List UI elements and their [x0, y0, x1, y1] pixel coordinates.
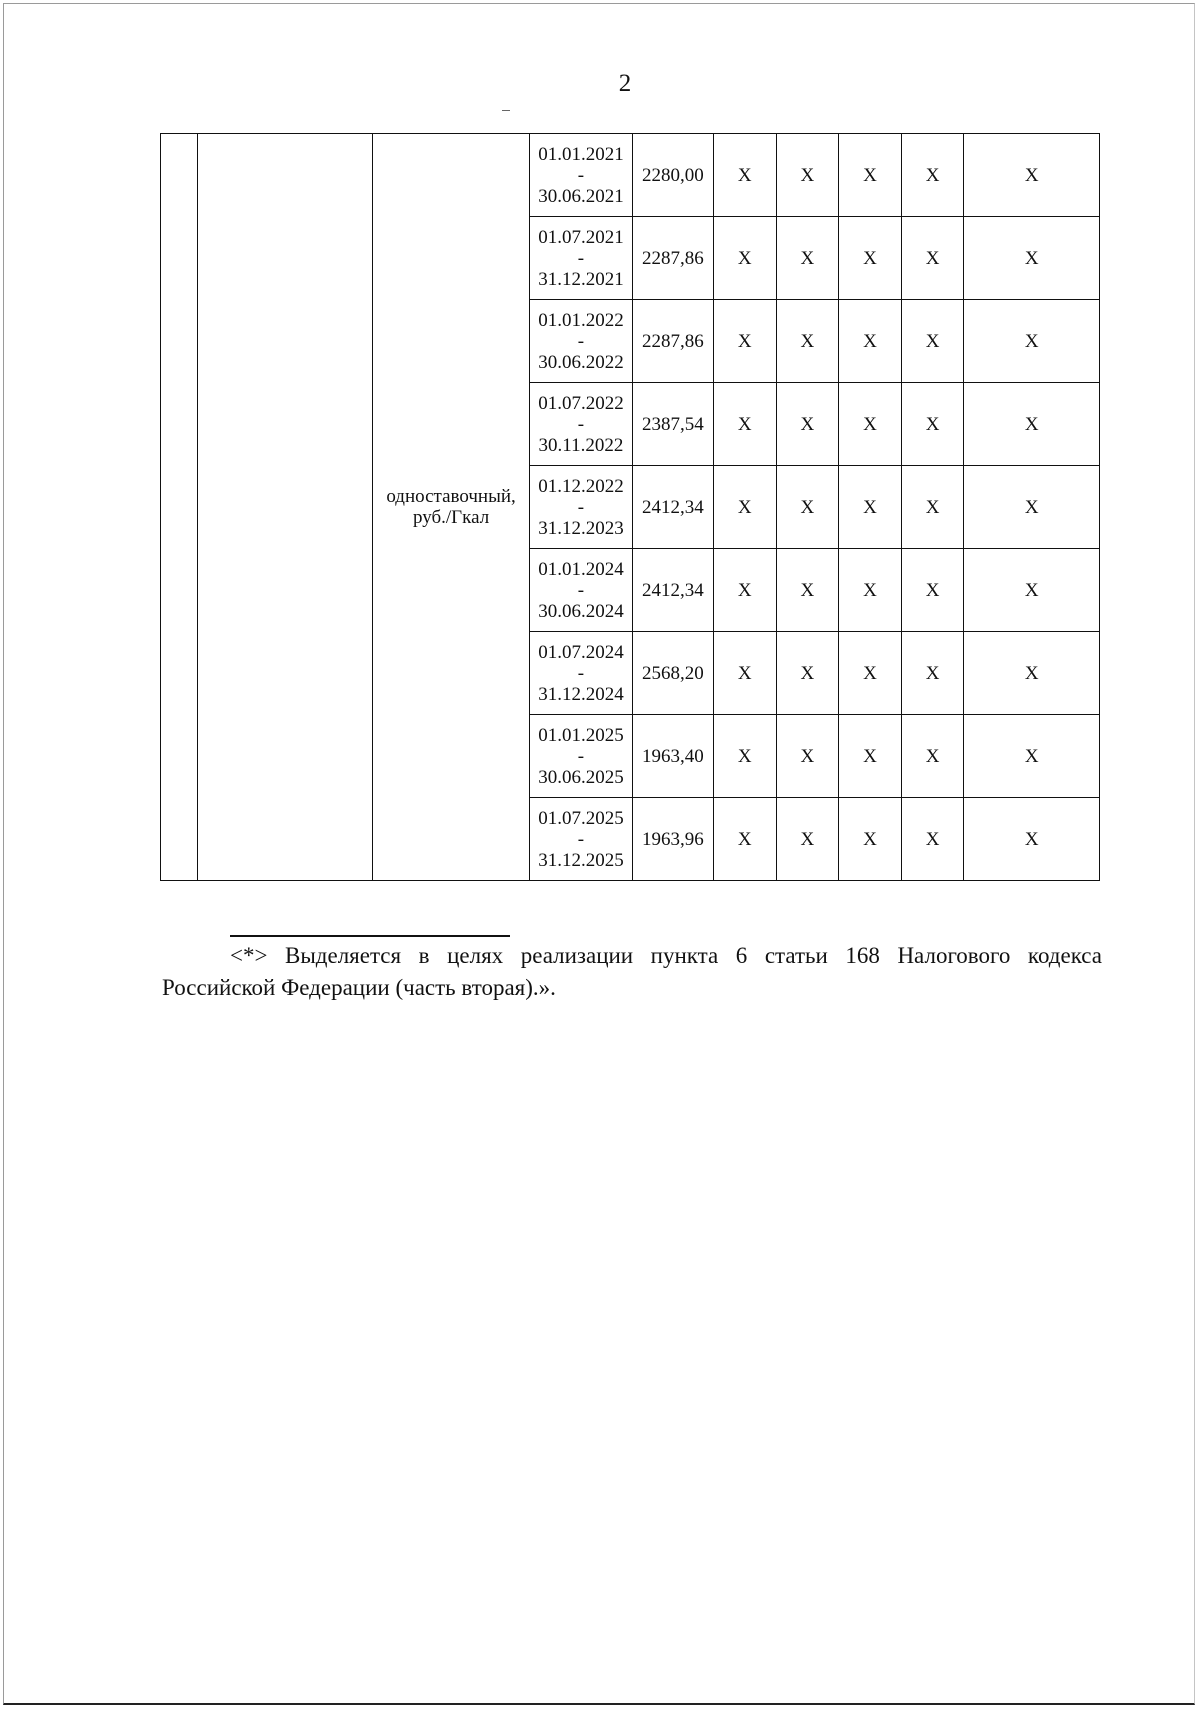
period-cell — [529, 549, 632, 632]
period-start: 01.01.2021 — [538, 143, 624, 165]
tariff-value-cell: 2287,86 — [633, 217, 714, 300]
x-mark-cell: X — [901, 715, 964, 798]
period-end: 31.12.2025 — [538, 849, 624, 871]
x-mark-cell: X — [839, 217, 902, 300]
period-cell — [529, 798, 632, 881]
tariff-table-body — [161, 134, 1100, 881]
x-mark-cell: X — [776, 798, 839, 881]
period-cell — [529, 134, 632, 217]
tariff-value-cell: 2412,34 — [633, 549, 714, 632]
x-mark-cell: X — [839, 549, 902, 632]
x-mark-cell: X — [839, 715, 902, 798]
period-sep: - — [577, 330, 585, 352]
tariff-value-cell: 2412,34 — [633, 466, 714, 549]
period-start: 01.01.2022 — [538, 309, 624, 331]
x-mark-cell: X — [964, 383, 1100, 466]
period-start: 01.12.2022 — [538, 475, 624, 497]
period-start: 01.07.2022 — [538, 392, 624, 414]
period-sep: - — [577, 413, 585, 435]
page-number: 2 — [618, 70, 632, 97]
period-end: 30.06.2024 — [538, 600, 624, 622]
x-mark-cell: X — [839, 134, 902, 217]
x-mark-cell: X — [964, 549, 1100, 632]
period-cell — [529, 715, 632, 798]
x-mark-cell: X — [713, 466, 776, 549]
x-mark-cell: X — [713, 300, 776, 383]
x-mark-cell: X — [901, 466, 964, 549]
x-mark-cell: X — [713, 632, 776, 715]
x-mark-cell: X — [776, 715, 839, 798]
tariff-type-cell — [373, 134, 530, 881]
x-mark-cell: X — [901, 383, 964, 466]
tariff-value-cell: 1963,40 — [633, 715, 714, 798]
period-end: 31.12.2023 — [538, 517, 624, 539]
x-mark-cell: X — [776, 632, 839, 715]
tariff-type-line: руб./Гкал — [412, 507, 490, 528]
x-mark-cell: X — [964, 134, 1100, 217]
period-cell — [529, 383, 632, 466]
x-mark-cell: X — [713, 383, 776, 466]
period-end: 31.12.2024 — [538, 683, 624, 705]
footnote-separator — [230, 935, 510, 937]
x-mark-cell: X — [839, 383, 902, 466]
period-end: 30.06.2025 — [538, 766, 624, 788]
period-end: 31.12.2021 — [538, 268, 624, 290]
period-cell — [529, 300, 632, 383]
period-sep: - — [577, 745, 585, 767]
x-mark-cell: X — [839, 798, 902, 881]
tariff-value-cell: 2387,54 — [633, 383, 714, 466]
x-mark-cell: X — [776, 217, 839, 300]
x-mark-cell: X — [964, 798, 1100, 881]
period-sep: - — [577, 164, 585, 186]
period-cell — [529, 217, 632, 300]
scan-mark — [502, 110, 510, 111]
period-sep: - — [577, 579, 585, 601]
x-mark-cell: X — [713, 134, 776, 217]
x-mark-cell: X — [839, 632, 902, 715]
tariff-value-cell: 2287,86 — [633, 300, 714, 383]
tariff-type-line: одноставочный, — [386, 486, 516, 507]
x-mark-cell: X — [901, 217, 964, 300]
period-sep: - — [577, 496, 585, 518]
period-cell — [529, 466, 632, 549]
period-start: 01.07.2025 — [538, 807, 624, 829]
x-mark-cell: X — [964, 715, 1100, 798]
x-mark-cell: X — [839, 466, 902, 549]
x-mark-cell: X — [713, 798, 776, 881]
tariff-value-cell: 2280,00 — [633, 134, 714, 217]
period-sep: - — [577, 828, 585, 850]
tariff-table — [160, 133, 1100, 881]
period-start: 01.01.2024 — [538, 558, 624, 580]
x-mark-cell: X — [901, 300, 964, 383]
x-mark-cell: X — [901, 798, 964, 881]
organization-column-cell — [198, 134, 373, 881]
x-mark-cell: X — [776, 134, 839, 217]
x-mark-cell: X — [776, 466, 839, 549]
period-start: 01.01.2025 — [538, 724, 624, 746]
x-mark-cell: X — [776, 549, 839, 632]
period-end: 30.06.2022 — [538, 351, 624, 373]
period-start: 01.07.2021 — [538, 226, 624, 248]
x-mark-cell: X — [776, 383, 839, 466]
number-column-cell — [161, 134, 198, 881]
period-end: 30.06.2021 — [538, 185, 624, 207]
period-start: 01.07.2024 — [538, 641, 624, 663]
x-mark-cell: X — [964, 466, 1100, 549]
x-mark-cell: X — [776, 300, 839, 383]
period-sep: - — [577, 662, 585, 684]
x-mark-cell: X — [964, 217, 1100, 300]
x-mark-cell: X — [713, 217, 776, 300]
x-mark-cell: X — [901, 549, 964, 632]
x-mark-cell: X — [901, 632, 964, 715]
x-mark-cell: X — [839, 300, 902, 383]
period-end: 30.11.2022 — [538, 434, 624, 456]
tariff-value-cell: 2568,20 — [633, 632, 714, 715]
x-mark-cell: X — [964, 632, 1100, 715]
period-cell — [529, 632, 632, 715]
x-mark-cell: X — [964, 300, 1100, 383]
tariff-value-cell: 1963,96 — [633, 798, 714, 881]
period-sep: - — [577, 247, 585, 269]
x-mark-cell: X — [713, 549, 776, 632]
footnote-text: <*> Выделяется в целях реализации пункта 6 статьи 168 Налогового кодекса Российской Федерации (часть вторая).». — [162, 943, 1102, 1000]
x-mark-cell: X — [713, 715, 776, 798]
x-mark-cell: X — [901, 134, 964, 217]
table-row — [161, 134, 1100, 217]
